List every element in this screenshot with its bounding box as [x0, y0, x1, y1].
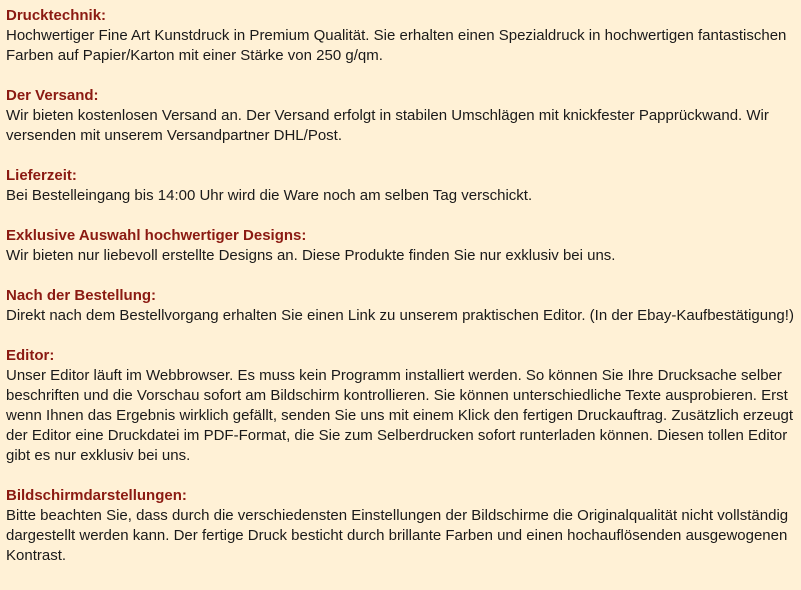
section-heading: Bildschirmdarstellungen:	[6, 487, 187, 504]
section-drucktechnik	[6, 6, 795, 66]
section-lieferzeit	[6, 166, 795, 206]
section-text: Wir bieten nur liebevoll erstellte Designs an. Diese Produkte finden Sie nur exklusiv bei uns.	[6, 247, 616, 264]
section-nach-der-bestellung	[6, 286, 795, 326]
section-text: Hochwertiger Fine Art Kunstdruck in Premium Qualität. Sie erhalten einen Spezialdruck in hochwertigen fantastischen Farben auf Papier/Karton mit einer Stärke von 250 g/qm.	[6, 27, 787, 64]
section-text: Wir bieten kostenlosen Versand an. Der Versand erfolgt in stabilen Umschlägen mit knickfester Papprückwand. Wir versenden mit unserem Versandpartner DHL/Post.	[6, 107, 769, 144]
section-text: Bei Bestelleingang bis 14:00 Uhr wird die Ware noch am selben Tag verschickt.	[6, 187, 533, 204]
section-exklusive-designs	[6, 226, 795, 266]
section-heading: Drucktechnik:	[6, 7, 107, 24]
section-versand	[6, 86, 795, 146]
section-heading: Exklusive Auswahl hochwertiger Designs:	[6, 227, 307, 244]
section-heading: Editor:	[6, 347, 55, 364]
section-text: Bitte beachten Sie, dass durch die verschiedensten Einstellungen der Bildschirme die Originalqualität nicht vollständig dargestellt werden kann. Der fertige Druck besticht durch brillante Farben und einen hochauflösenden ausgewogenen Kontrast.	[6, 507, 789, 564]
section-editor	[6, 346, 795, 466]
section-bildschirmdarstellungen	[6, 486, 795, 566]
section-heading: Lieferzeit:	[6, 167, 77, 184]
section-heading: Nach der Bestellung:	[6, 287, 157, 304]
section-text: Direkt nach dem Bestellvorgang erhalten Sie einen Link zu unserem praktischen Editor. (In der Ebay-Kaufbestätigung!)	[6, 307, 794, 324]
section-text: Unser Editor läuft im Webbrowser. Es muss kein Programm installiert werden. So können Sie Ihre Drucksache selber beschriften und die Vorschau sofort am Bildschirm kontrollieren. Sie können unterschiedliche Texte ausprobieren. Erst wenn Ihnen das Ergebnis wirklich gefällt, senden Sie uns mit einem Klick den fertigen Druckauftrag. Zusätzlich erzeugt der Editor eine Druckdatei im PDF-Format, die Sie zum Selberdrucken sofort runterladen können. Diesen tollen Editor gibt es nur exklusiv bei uns.	[6, 367, 794, 464]
section-heading: Der Versand:	[6, 87, 99, 104]
